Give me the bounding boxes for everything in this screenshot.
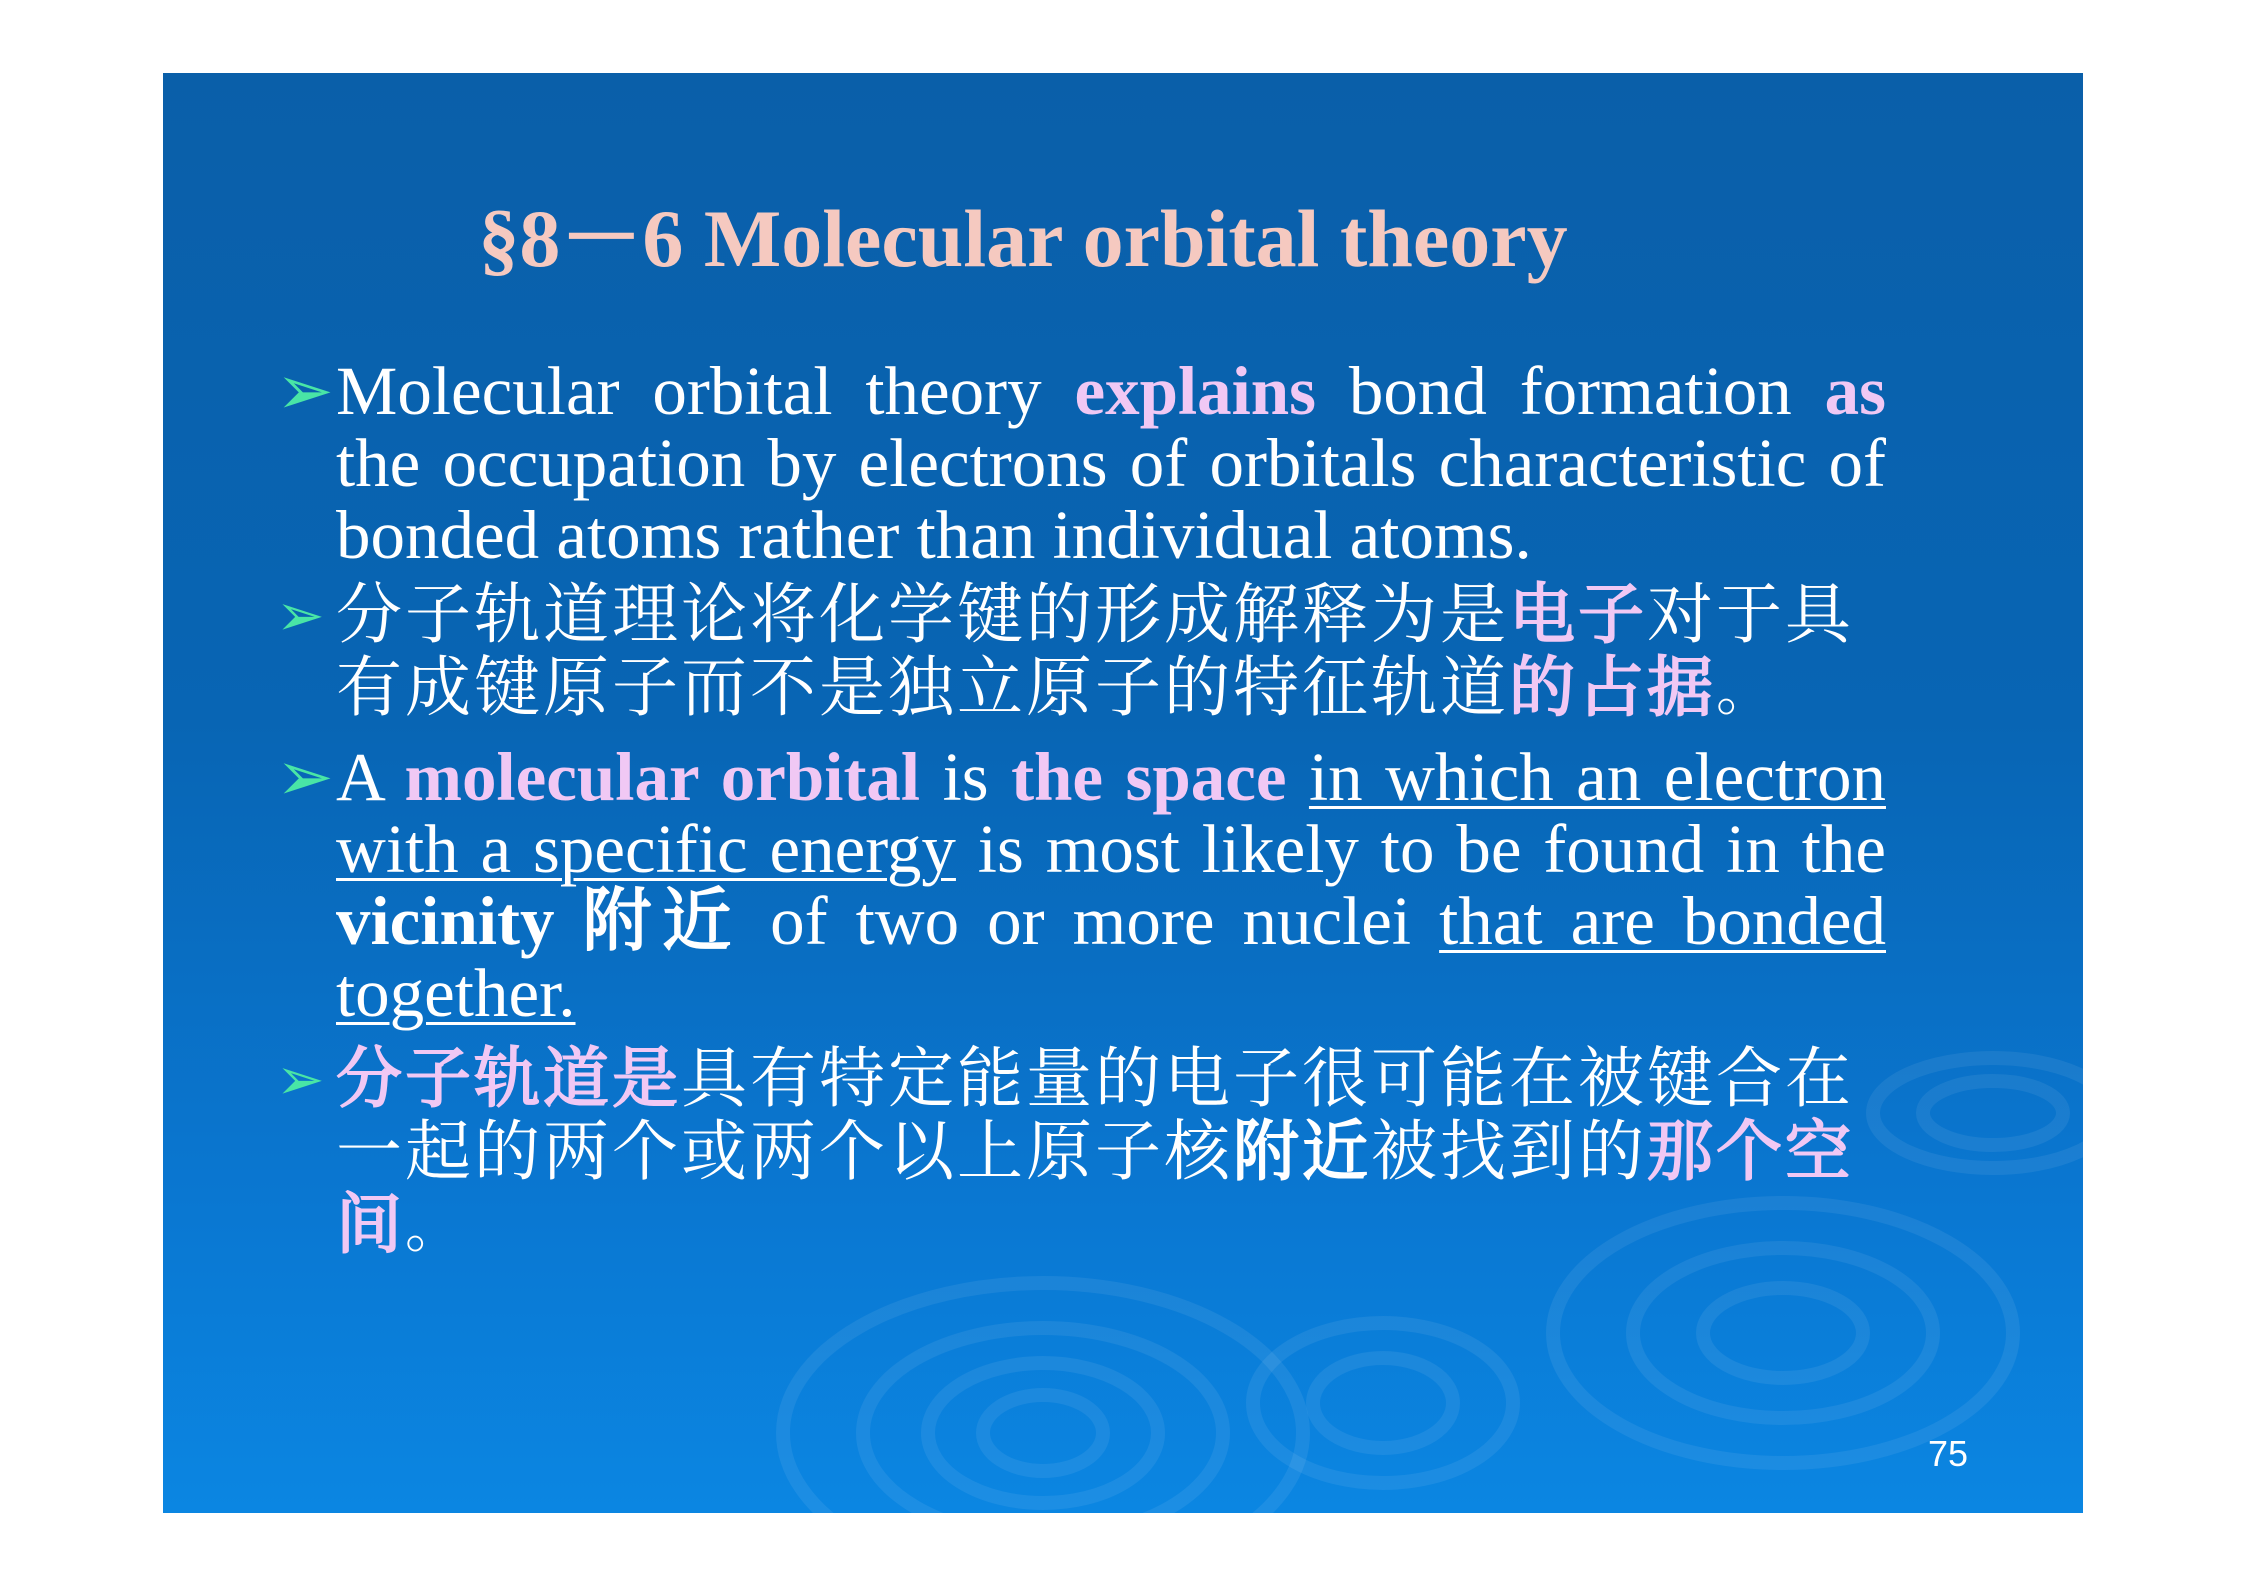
arrowhead-bullet-icon: ➢ xyxy=(276,581,328,649)
bullet-2-text-2: 对于具有成键原子而不是独立原子的特征轨道 xyxy=(336,579,1854,725)
bullet-3-underlined-2: that are bonded together. xyxy=(336,883,1886,1031)
slide-title: §8－6 Molecular orbital theory xyxy=(478,193,1568,284)
bullet-3-highlight-molecular-orbital: molecular orbital xyxy=(404,739,921,815)
bullet-3-underlined-1: in which an electron with a specific energy xyxy=(336,739,1886,887)
bullet-4-highlight-mo: 分子轨道是 xyxy=(336,1043,681,1116)
bullet-4-bold-vicinity: 附近 xyxy=(1233,1116,1371,1189)
bullet-3-text-4: of two or more nuclei xyxy=(742,883,1440,959)
bullet-item-2 xyxy=(276,579,1886,729)
arrowhead-bullet-icon: ➢ xyxy=(276,1045,328,1113)
arrowhead-bullet-icon: ➢ xyxy=(276,737,334,817)
bullet-3-text-3: is most likely to be found in the xyxy=(955,811,1886,887)
bullet-4-text-2: 被找到的 xyxy=(1371,1116,1647,1189)
page-number: 75 xyxy=(1927,1433,1968,1474)
bullet-1-text-3: the occupation by electrons of orbitals characteristic of bonded atoms rather than individual atoms. xyxy=(336,425,1886,573)
bullet-4-period: 。 xyxy=(405,1198,464,1260)
bullet-item-4 xyxy=(276,1043,1886,1266)
bullet-1-text-2: bond formation xyxy=(1316,353,1825,429)
bullet-3-space xyxy=(1286,739,1308,815)
bullet-3-highlight-the-space: the space xyxy=(1011,739,1287,815)
bullet-2-text: 分子轨道理论将化学键的形成解释为是 xyxy=(336,579,1509,652)
bullet-4-highlight-space: 那个空间 xyxy=(336,1116,1854,1262)
bullet-2-period: 。 xyxy=(1716,661,1775,723)
bullet-1-highlight-as: as xyxy=(1824,353,1886,429)
bullet-3-bold-vicinity: vicinity 附近 xyxy=(336,883,743,959)
bullet-3-text: A xyxy=(336,739,405,815)
bullet-4-text: 具有特定能量的电子很可能在被键合在一起的两个或两个以上原子核 xyxy=(336,1043,1854,1189)
slide-body xyxy=(276,351,1886,1266)
slide xyxy=(163,73,2083,1513)
bullet-item-1 xyxy=(276,351,1886,573)
bullet-2-highlight-electron: 电子 xyxy=(1509,579,1647,652)
bullet-1-highlight-explains: explains xyxy=(1074,353,1317,429)
bullet-1-text: Molecular orbital theory xyxy=(336,353,1075,429)
bullet-item-3 xyxy=(276,737,1886,1031)
bullet-3-text-2: is xyxy=(920,739,1012,815)
bullet-2-highlight-occupation: 的占据 xyxy=(1509,652,1716,725)
arrowhead-bullet-icon: ➢ xyxy=(276,351,334,431)
